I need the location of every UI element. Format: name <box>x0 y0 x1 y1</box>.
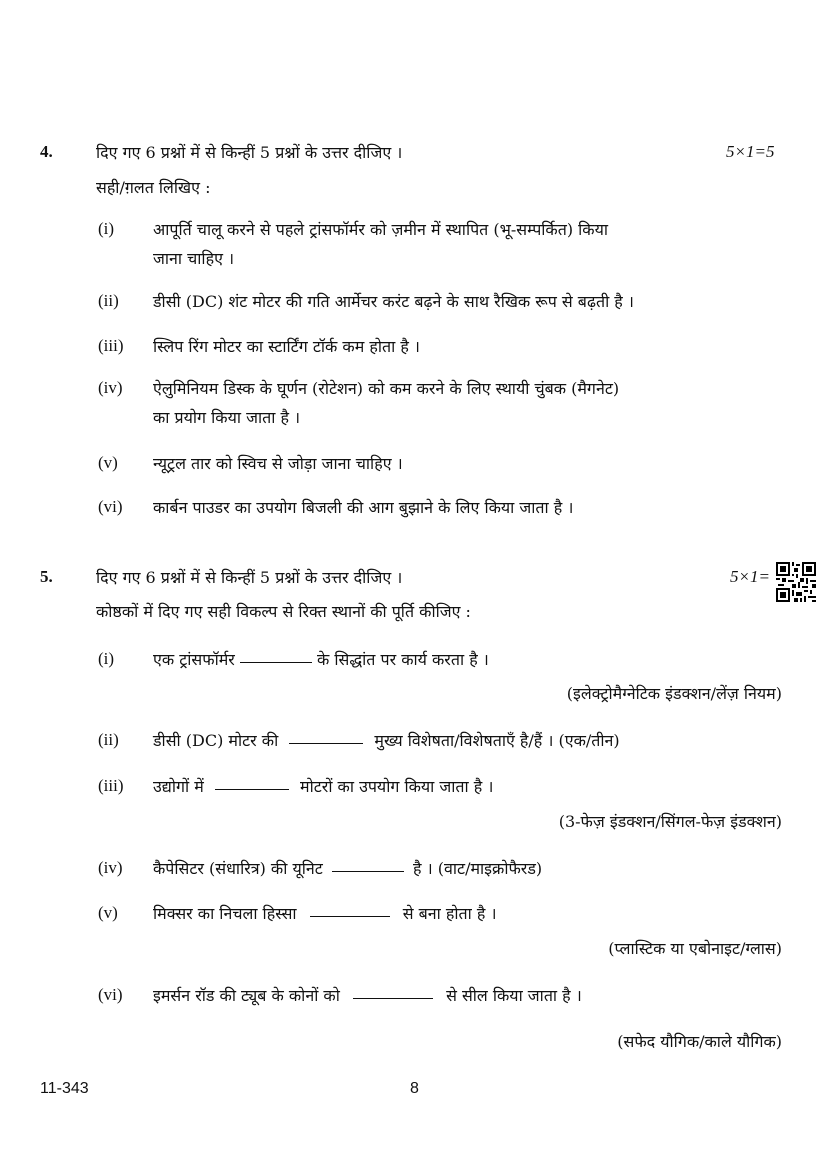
q5-sub-instruction: कोष्ठकों में दिए गए सही विकल्प से रिक्त स्थानों की पूर्ति कीजिए : <box>96 602 471 621</box>
q4-item-num: (ii) <box>98 291 119 310</box>
q5-item-options: (इलेक्ट्रोमैग्नेटिक इंडक्शन/लेंज़ नियम) <box>566 684 782 703</box>
q5-item-before: डीसी (DC) मोटर की <box>153 731 279 750</box>
q4-item-text: कार्बन पाउडर का उपयोग बिजली की आग बुझाने के लिए किया जाता है । <box>153 498 574 517</box>
q5-item-after: है । (वाट/माइक्रोफैरड) <box>413 859 543 878</box>
q4-instruction: दिए गए 6 प्रश्नों में से किन्हीं 5 प्रश्नों के उत्तर दीजिए । <box>96 143 403 162</box>
qr-code-icon <box>776 562 816 602</box>
q4-marks: 5×1=5 <box>726 142 775 161</box>
q5-marks: 5×1= <box>730 567 770 586</box>
q5-item-after: से बना होता है । <box>402 904 497 923</box>
answer-blank <box>215 788 289 790</box>
q5-item-num: (vi) <box>98 985 123 1004</box>
q5-item-before: इमर्सन रॉड की ट्यूब के कोनों को <box>153 986 340 1005</box>
q5-item-num: (iii) <box>98 776 124 795</box>
q5-item-text <box>153 902 497 924</box>
answer-blank <box>310 915 390 917</box>
q5-instruction: दिए गए 6 प्रश्नों में से किन्हीं 5 प्रश्नों के उत्तर दीजिए । <box>96 568 403 587</box>
answer-blank <box>332 870 404 872</box>
q5-item-options: (सफेद यौगिक/काले यौगिक) <box>617 1032 782 1051</box>
q5-item-text <box>153 648 489 670</box>
answer-blank <box>289 742 363 744</box>
paper-code: 11-343 <box>40 1080 89 1097</box>
q4-item-num: (i) <box>98 219 115 238</box>
q5-item-num: (iv) <box>98 858 123 877</box>
q4-item-num: (vi) <box>98 497 123 516</box>
q4-item-num: (iii) <box>98 336 124 355</box>
q4-item-text: न्यूट्रल तार को स्विच से जोड़ा जाना चाहिए । <box>153 454 403 473</box>
q5-item-before: मिक्सर का निचला हिस्सा <box>153 904 297 923</box>
q5-item-after: मोटरों का उपयोग किया जाता है । <box>300 777 494 796</box>
q4-item-text: डीसी (DC) शंट मोटर की गति आर्मेचर करंट बढ़ने के साथ रैखिक रूप से बढ़ती है । <box>153 292 634 311</box>
q5-item-num: (v) <box>98 903 118 922</box>
q4-item-num: (iv) <box>98 378 123 397</box>
q5-item-num: (ii) <box>98 730 119 749</box>
q5-item-text <box>153 984 582 1006</box>
q5-item-after: मुख्य विशेषता/विशेषताएँ है/हैं । (एक/तीन) <box>374 731 620 750</box>
q5-item-before: एक ट्रांसफॉर्मर <box>153 650 235 669</box>
q4-number: 4. <box>40 142 53 161</box>
q5-item-text <box>153 729 620 751</box>
q4-item-text-cont: जाना चाहिए । <box>153 249 235 268</box>
q5-item-options: (3-फेज़ इंडक्शन/सिंगल-फेज़ इंडक्शन) <box>558 812 782 831</box>
q5-item-text <box>153 775 493 797</box>
q5-item-options: (प्लास्टिक या एबोनाइट/ग्लास) <box>608 939 782 958</box>
q4-item-text: आपूर्ति चालू करने से पहले ट्रांसफॉर्मर को ज़मीन में स्थापित (भू-सम्पर्कित) किया <box>153 220 609 239</box>
answer-blank <box>240 661 312 663</box>
q4-item-text: ऐलुमिनियम डिस्क के घूर्णन (रोटेशन) को कम करने के लिए स्थायी चुंबक (मैगनेट) <box>153 379 620 398</box>
q5-number: 5. <box>40 567 53 586</box>
q5-item-before: उद्योगों में <box>153 777 204 796</box>
q4-item-text-cont: का प्रयोग किया जाता है । <box>153 408 301 427</box>
q5-item-after: से सील किया जाता है । <box>446 986 582 1005</box>
q5-item-num: (i) <box>98 649 115 668</box>
q4-sub-instruction: सही/ग़लत लिखिए : <box>96 178 211 197</box>
page-number: 8 <box>410 1080 419 1097</box>
answer-blank <box>353 997 433 999</box>
q5-item-after: के सिद्धांत पर कार्य करता है । <box>317 650 489 669</box>
q4-item-num: (v) <box>98 453 118 472</box>
q4-item-text: स्लिप रिंग मोटर का स्टार्टिंग टॉर्क कम होता है । <box>153 337 420 356</box>
q5-item-text <box>153 857 542 879</box>
q5-item-before: कैपेसिटर (संधारित्र) की यूनिट <box>153 859 323 878</box>
